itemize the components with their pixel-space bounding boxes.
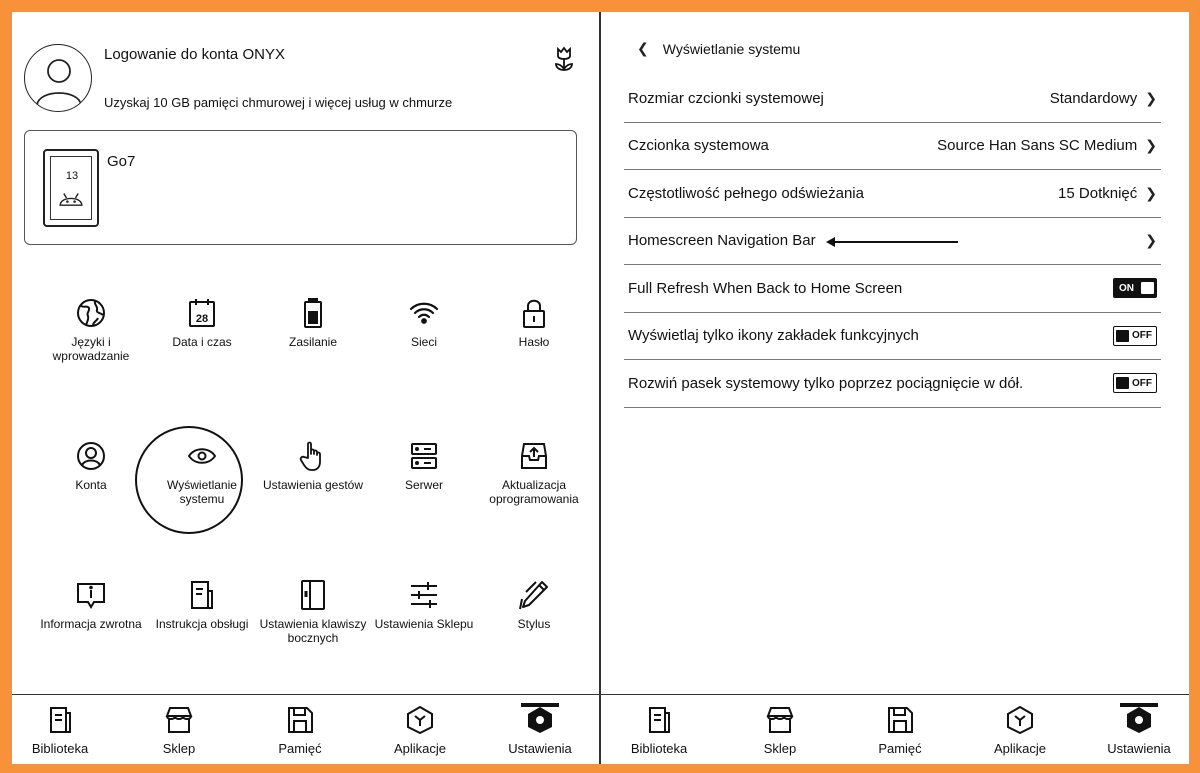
- account-login-subtitle: Uzyskaj 10 GB pamięci chmurowej i więcej usług w chmurze: [104, 95, 453, 110]
- toggle-switch[interactable]: ON: [1113, 278, 1157, 298]
- manual-icon: [186, 579, 218, 611]
- tile-feedback[interactable]: Informacja zwrotna: [35, 579, 147, 631]
- device-info-card[interactable]: [24, 130, 577, 245]
- storage-icon: [285, 705, 315, 735]
- row-system-font[interactable]: Czcionka systemowa Source Han Sans SC Medium ❯: [624, 123, 1161, 171]
- chevron-right-icon: ❯: [1145, 184, 1157, 201]
- toggle-switch[interactable]: OFF: [1113, 373, 1157, 393]
- android-icon: [57, 189, 85, 207]
- tile-software-update[interactable]: Aktualizacja oprogramowania: [478, 440, 590, 506]
- nav-apps[interactable]: Aplikacje: [970, 705, 1070, 756]
- lock-icon: [518, 297, 550, 329]
- library-icon: [45, 705, 75, 735]
- page-title: Wyświetlanie systemu: [662, 40, 801, 57]
- nav-library[interactable]: Biblioteka: [609, 705, 709, 756]
- storage-icon: [885, 705, 915, 735]
- library-icon: [644, 705, 674, 735]
- hand-icon: [297, 440, 329, 472]
- svg-text:28: 28: [195, 313, 209, 325]
- settings-icon: [525, 705, 555, 735]
- account-avatar-icon[interactable]: [24, 44, 92, 112]
- nav-settings[interactable]: Ustawienia: [490, 705, 590, 756]
- feedback-icon: [75, 579, 107, 611]
- annotation-arrow-icon: [828, 241, 958, 243]
- toggle-switch[interactable]: OFF: [1113, 326, 1157, 346]
- store-icon: [164, 705, 194, 735]
- apps-icon: [1005, 705, 1035, 735]
- nav-storage[interactable]: Pamięć: [250, 705, 350, 756]
- nav-apps[interactable]: Aplikacje: [370, 705, 470, 756]
- row-full-refresh-home[interactable]: Full Refresh When Back to Home Screen ON: [624, 265, 1161, 313]
- tile-stylus[interactable]: Stylus: [478, 579, 590, 631]
- settings-icon: [1124, 705, 1154, 735]
- row-function-tab-icons-only[interactable]: Wyświetlaj tylko ikony zakładek funkcyjnych OFF: [624, 313, 1161, 361]
- tile-power[interactable]: Zasilanie: [257, 297, 369, 349]
- back-button[interactable]: [637, 40, 800, 57]
- highlight-circle: [135, 426, 243, 534]
- chevron-right-icon: ❯: [1145, 137, 1157, 154]
- bottom-navigation: [12, 694, 599, 764]
- tile-languages[interactable]: Języki i wprowadzanie: [35, 297, 147, 363]
- tile-user-manual[interactable]: Instrukcja obsługi: [146, 579, 258, 631]
- nav-settings[interactable]: Ustawienia: [1089, 705, 1189, 756]
- battery-icon: [297, 297, 329, 329]
- nav-storage[interactable]: Pamięć: [850, 705, 950, 756]
- settings-list: [624, 75, 1161, 408]
- tile-accounts[interactable]: Konta: [35, 440, 147, 492]
- account-icon: [75, 440, 107, 472]
- row-value: Standardowy: [1049, 89, 1138, 107]
- tile-date-time[interactable]: 28 Data i czas: [146, 297, 258, 349]
- tile-password[interactable]: Hasło: [478, 297, 590, 349]
- tile-store-settings[interactable]: Ustawienia Sklepu: [368, 579, 480, 631]
- settings-home-screen: [12, 12, 599, 764]
- tulip-icon[interactable]: [552, 46, 576, 72]
- bottom-navigation: [601, 694, 1189, 764]
- server-icon: [408, 440, 440, 472]
- row-value: 15 Dotknięć: [1058, 184, 1138, 202]
- pen-icon: [518, 579, 550, 611]
- chevron-left-icon: ❮: [637, 40, 649, 56]
- row-system-font-size[interactable]: Rozmiar czcionki systemowej Standardowy ❯: [624, 75, 1161, 123]
- device-name: Go7: [107, 153, 136, 170]
- row-full-refresh-frequency[interactable]: Częstotliwość pełnego odświeżania 15 Dotknięć ❯: [624, 170, 1161, 218]
- nav-library[interactable]: Biblioteka: [12, 705, 110, 756]
- calendar-icon: [186, 297, 218, 329]
- wifi-icon: [408, 297, 440, 329]
- active-tab-indicator: [521, 703, 559, 707]
- active-tab-indicator: [1120, 703, 1158, 707]
- upload-tray-icon: [518, 440, 550, 472]
- tile-gestures[interactable]: Ustawienia gestów: [257, 440, 369, 492]
- sliders-icon: [408, 579, 440, 611]
- android-version: 13: [65, 170, 79, 182]
- row-expand-status-bar-pull-down[interactable]: Rozwiń pasek systemowy tylko poprzez pociągnięcie w dół. OFF: [624, 360, 1161, 408]
- row-homescreen-navigation-bar[interactable]: Homescreen Navigation Bar ❯: [624, 218, 1161, 266]
- system-display-screen: [601, 12, 1189, 764]
- account-login-title[interactable]: Logowanie do konta ONYX: [104, 46, 285, 63]
- store-icon: [765, 705, 795, 735]
- tile-server[interactable]: Serwer: [368, 440, 480, 492]
- nav-store[interactable]: Sklep: [129, 705, 229, 756]
- tile-networks[interactable]: Sieci: [368, 297, 480, 349]
- nav-store[interactable]: Sklep: [730, 705, 830, 756]
- side-keys-icon: [297, 579, 329, 611]
- chevron-right-icon: ❯: [1145, 232, 1157, 249]
- globe-icon: [75, 297, 107, 329]
- chevron-right-icon: ❯: [1145, 89, 1157, 106]
- tile-side-keys[interactable]: Ustawienia klawiszy bocznych: [257, 579, 369, 645]
- row-value: Source Han Sans SC Medium: [937, 137, 1138, 155]
- tile-system-display[interactable]: Wyświetlanie systemu: [146, 440, 258, 506]
- apps-icon: [405, 705, 435, 735]
- device-icon: [43, 149, 99, 227]
